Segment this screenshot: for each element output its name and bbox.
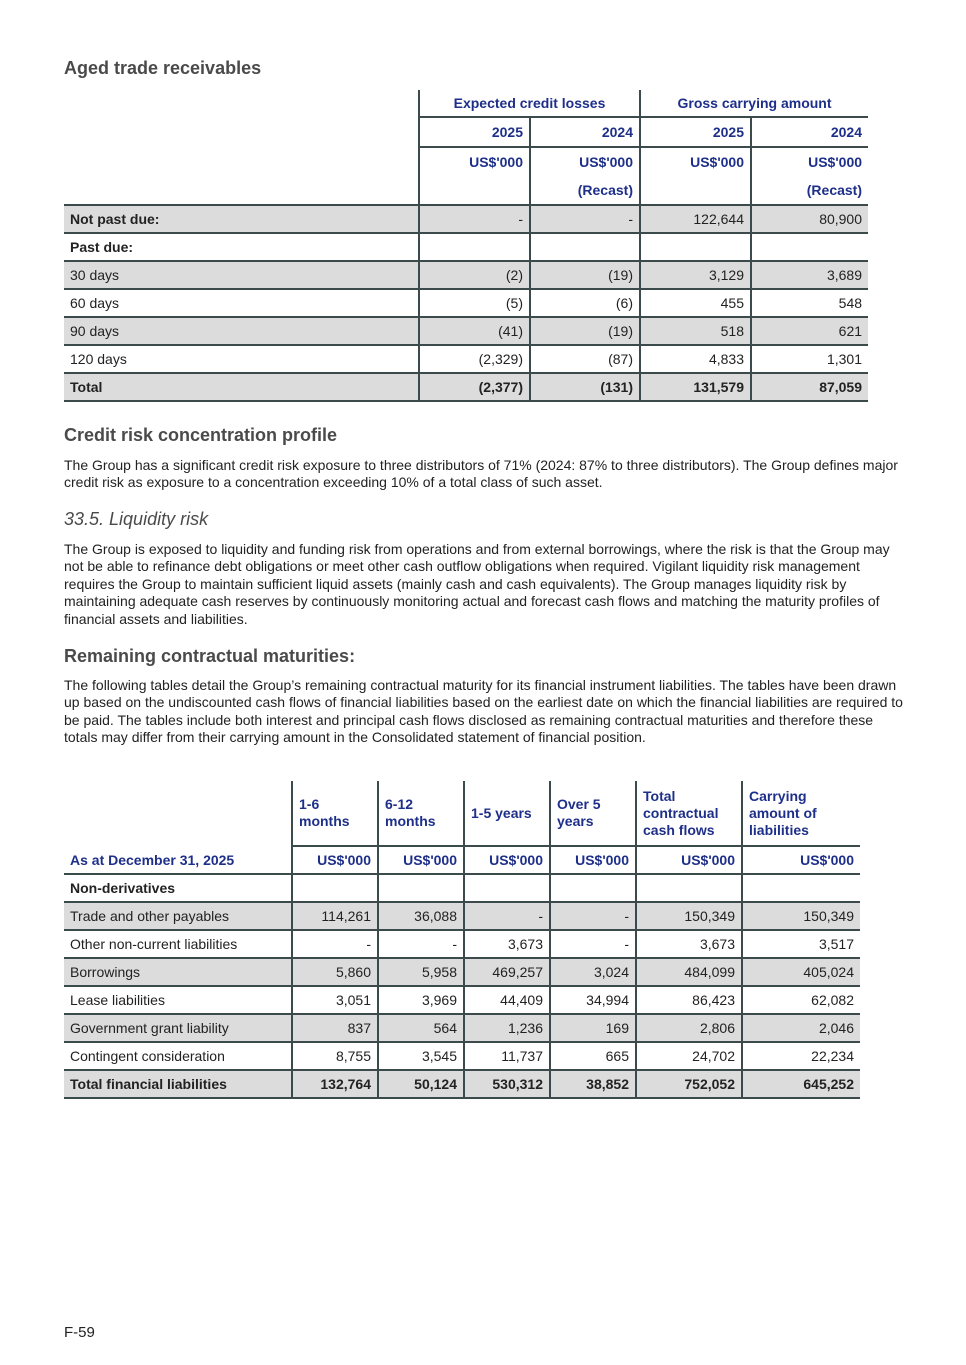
cell: 80,900 xyxy=(751,205,868,233)
cell: (87) xyxy=(530,345,640,373)
cell: - xyxy=(378,930,464,958)
cell: 8,755 xyxy=(292,1042,378,1070)
cell: 5,958 xyxy=(378,958,464,986)
table-header-row xyxy=(64,846,860,874)
table-row xyxy=(64,958,860,986)
unit-header: US$'000 xyxy=(419,147,530,176)
table-header-row xyxy=(64,176,868,205)
table-header-row xyxy=(64,117,868,147)
unit-header: US$'000 xyxy=(751,147,868,176)
cell: 455 xyxy=(640,289,751,317)
table-header-row xyxy=(64,781,860,846)
unit-header: US$'000 xyxy=(378,846,464,874)
cell: - xyxy=(530,205,640,233)
maturities-body: The following tables detail the Group’s remaining contractual maturity for its financial instrument liabilities. The tables have been drawn up based on the undiscounted cash flows of financial liabilities based on the earliest date on which the financial liabilities are required to be paid. The tables include both interest and principal cash flows disclosed as remaining contractual maturities and therefore these totals may differ from their carrying amount in the Consolidated statement of financial position. xyxy=(64,677,903,746)
page-number: F-59 xyxy=(64,1324,95,1341)
cell: 3,545 xyxy=(378,1042,464,1070)
maturities-title: Remaining contractual maturities: xyxy=(64,646,356,666)
cell: 518 xyxy=(640,317,751,345)
column-header: Carrying amount of liabilities xyxy=(742,781,860,846)
column-header: Over 5 years xyxy=(550,781,636,846)
table-row xyxy=(64,289,868,317)
unit-header: US$'000 xyxy=(464,846,550,874)
row-label: Past due: xyxy=(64,233,419,261)
cell: 469,257 xyxy=(464,958,550,986)
cell: 114,261 xyxy=(292,902,378,930)
row-label: Other non-current liabilities xyxy=(64,930,292,958)
unit-header: US$'000 xyxy=(292,846,378,874)
table-section-row xyxy=(64,874,860,902)
row-label: Contingent consideration xyxy=(64,1042,292,1070)
as-at-label: As at December 31, 2025 xyxy=(64,846,292,874)
cell: (41) xyxy=(419,317,530,345)
cell xyxy=(419,233,530,261)
table-row xyxy=(64,205,868,233)
cell: 24,702 xyxy=(636,1042,742,1070)
cell xyxy=(640,233,751,261)
unit-header: US$'000 xyxy=(530,147,640,176)
cell: 11,737 xyxy=(464,1042,550,1070)
unit-header: US$'000 xyxy=(550,846,636,874)
year-header: 2024 xyxy=(751,117,868,147)
cell: - xyxy=(292,930,378,958)
row-label: 90 days xyxy=(64,317,419,345)
row-label: Total xyxy=(64,373,419,401)
cell: 62,082 xyxy=(742,986,860,1014)
row-label: 120 days xyxy=(64,345,419,373)
column-header: 1-6 months xyxy=(292,781,378,846)
table-row xyxy=(64,902,860,930)
row-label: Not past due: xyxy=(64,205,419,233)
cell: 122,644 xyxy=(640,205,751,233)
cell: 44,409 xyxy=(464,986,550,1014)
cell: 22,234 xyxy=(742,1042,860,1070)
table-row xyxy=(64,261,868,289)
row-label: Total financial liabilities xyxy=(64,1070,292,1098)
cell: (19) xyxy=(530,317,640,345)
cell: 3,051 xyxy=(292,986,378,1014)
table-row xyxy=(64,1042,860,1070)
cell: 3,024 xyxy=(550,958,636,986)
cell: 86,423 xyxy=(636,986,742,1014)
cell: (6) xyxy=(530,289,640,317)
cell: (19) xyxy=(530,261,640,289)
table-row xyxy=(64,233,868,261)
liquidity-risk-title: 33.5. Liquidity risk xyxy=(64,509,209,529)
cell: 34,994 xyxy=(550,986,636,1014)
contractual-maturities-table xyxy=(64,781,860,1099)
aged-receivables-title: Aged trade receivables xyxy=(64,58,262,78)
cell: 150,349 xyxy=(742,902,860,930)
cell: 484,099 xyxy=(636,958,742,986)
table-row xyxy=(64,986,860,1014)
unit-header: US$'000 xyxy=(636,846,742,874)
cell: 752,052 xyxy=(636,1070,742,1098)
cell: 2,046 xyxy=(742,1014,860,1042)
cell: - xyxy=(464,902,550,930)
note-header xyxy=(419,176,530,205)
cell: 1,301 xyxy=(751,345,868,373)
cell: 50,124 xyxy=(378,1070,464,1098)
cell: 530,312 xyxy=(464,1070,550,1098)
column-header: 1-5 years xyxy=(464,781,550,846)
cell: 3,689 xyxy=(751,261,868,289)
cell: 3,673 xyxy=(464,930,550,958)
cell: 4,833 xyxy=(640,345,751,373)
cell: (5) xyxy=(419,289,530,317)
column-header: 6-12 months xyxy=(378,781,464,846)
section-label: Non-derivatives xyxy=(64,874,292,902)
column-header: Total contractual cash flows xyxy=(636,781,742,846)
row-label: Borrowings xyxy=(64,958,292,986)
cell: (2,377) xyxy=(419,373,530,401)
table-total-row xyxy=(64,373,868,401)
cell: 645,252 xyxy=(742,1070,860,1098)
cell: 3,673 xyxy=(636,930,742,958)
cell xyxy=(751,233,868,261)
row-label: 60 days xyxy=(64,289,419,317)
cell: - xyxy=(419,205,530,233)
table-row xyxy=(64,930,860,958)
cell: 837 xyxy=(292,1014,378,1042)
cell xyxy=(530,233,640,261)
cell: 87,059 xyxy=(751,373,868,401)
note-header: (Recast) xyxy=(751,176,868,205)
table-header-row xyxy=(64,147,868,176)
cell: 132,764 xyxy=(292,1070,378,1098)
table-total-row xyxy=(64,1070,860,1098)
cell: 150,349 xyxy=(636,902,742,930)
note-header xyxy=(640,176,751,205)
table-row xyxy=(64,345,868,373)
cell: (2,329) xyxy=(419,345,530,373)
cell: - xyxy=(550,902,636,930)
row-label: Government grant liability xyxy=(64,1014,292,1042)
cell: 548 xyxy=(751,289,868,317)
year-header: 2025 xyxy=(640,117,751,147)
cell: 2,806 xyxy=(636,1014,742,1042)
aged-receivables-table xyxy=(64,90,868,402)
cell: 131,579 xyxy=(640,373,751,401)
row-label: Trade and other payables xyxy=(64,902,292,930)
cell: 665 xyxy=(550,1042,636,1070)
row-label: Lease liabilities xyxy=(64,986,292,1014)
note-header: (Recast) xyxy=(530,176,640,205)
cell: 3,969 xyxy=(378,986,464,1014)
cell: (131) xyxy=(530,373,640,401)
cell: 405,024 xyxy=(742,958,860,986)
table-row xyxy=(64,317,868,345)
cell: 3,129 xyxy=(640,261,751,289)
unit-header: US$'000 xyxy=(742,846,860,874)
cell: 169 xyxy=(550,1014,636,1042)
cell: - xyxy=(550,930,636,958)
cell: 5,860 xyxy=(292,958,378,986)
cell: (2) xyxy=(419,261,530,289)
liquidity-risk-body: The Group is exposed to liquidity and funding risk from operations and from external borrowings, where the risk is that the Group may not be able to refinance debt obligations or meet other cash outflow obligations when required. Vigilant liquidity risk management requires the Group to maintain sufficient liquid assets (mainly cash and cash equivalents). The Group manages liquidity risk by maintaining adequate cash reserves by continuously monitoring actual and forecast cash flows and matching the maturity profiles of financial assets and liabilities. xyxy=(64,541,890,627)
group-header-gross: Gross carrying amount xyxy=(640,90,868,117)
table-row xyxy=(64,1014,860,1042)
cell: 38,852 xyxy=(550,1070,636,1098)
credit-risk-title: Credit risk concentration profile xyxy=(64,425,338,445)
cell: 564 xyxy=(378,1014,464,1042)
cell: 36,088 xyxy=(378,902,464,930)
cell: 1,236 xyxy=(464,1014,550,1042)
year-header: 2025 xyxy=(419,117,530,147)
unit-header: US$'000 xyxy=(640,147,751,176)
cell: 3,517 xyxy=(742,930,860,958)
row-label: 30 days xyxy=(64,261,419,289)
group-header-ecl: Expected credit losses xyxy=(419,90,640,117)
credit-risk-body: The Group has a significant credit risk exposure to three distributors of 71% (2024: 87% to three distributors). The Group defines major credit risk as exposure to a concentration exceeding 10% of a total class of such asset. xyxy=(64,457,898,491)
year-header: 2024 xyxy=(530,117,640,147)
cell: 621 xyxy=(751,317,868,345)
table-header-row xyxy=(64,90,868,117)
